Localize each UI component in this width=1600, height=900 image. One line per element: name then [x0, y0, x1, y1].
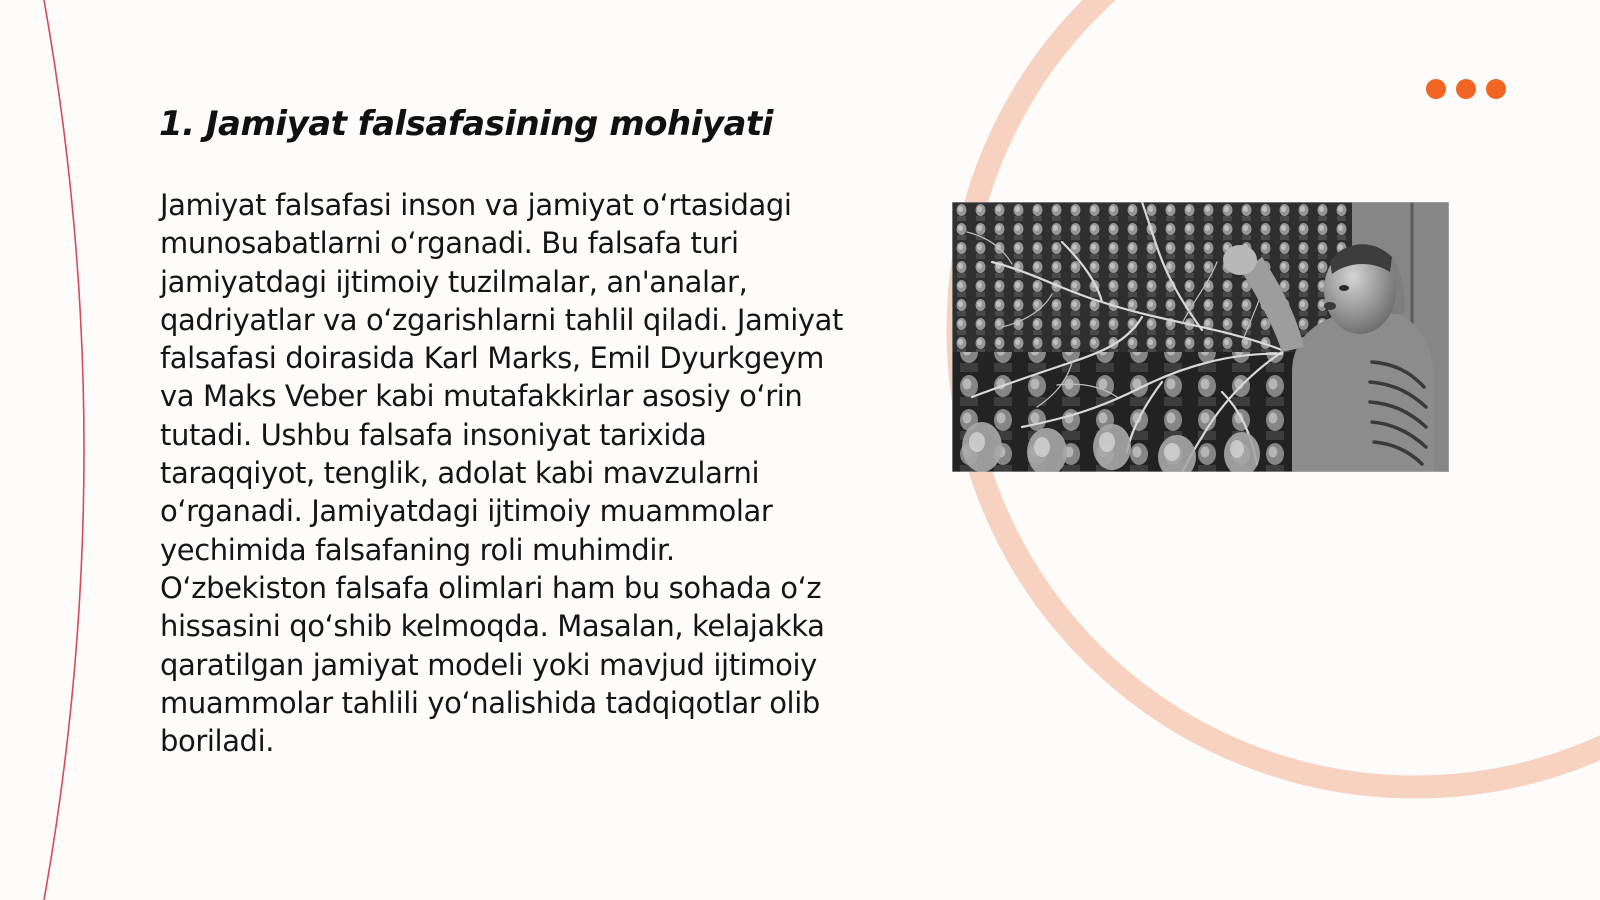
decorative-left-arc: [44, 0, 84, 900]
dot-3: [1486, 79, 1506, 99]
slide-body-text: Jamiyat falsafasi inson va jamiyat o‘rtasidagi munosabatlarni o‘rganadi. Bu falsafa turi jamiyatdagi ijtimoiy tuzilmalar, an'analar, qadriyatlar va o‘zgarishlarni tahlil qiladi. Jamiyat falsafasi doirasida Karl Marks, Emil Dyurkgeym va Maks Veber kabi mutafakkirlar asosiy o‘rin tutadi. Ushbu falsafa insoniyat tarixida taraqqiyot, tenglik, adolat kabi mavzularni o‘rganadi. Jamiyatdagi ijtimoiy muammolar yechimida falsafaning roli muhimdir. O‘zbekiston falsafa olimlari ham bu sohada o‘z hissasini qo‘shib kelmoqda. Masalan, kelajakka qaratilgan jamiyat modeli yoki mavjud ijtimoiy muammolar tahlili yo‘nalishida tadqiqotlar olib boriladi.: [160, 188, 843, 759]
society-artwork-image: [952, 202, 1449, 472]
dot-1: [1426, 79, 1446, 99]
dot-2: [1456, 79, 1476, 99]
artwork-illustration: [952, 202, 1449, 472]
three-dots-icon: [1426, 79, 1506, 99]
slide-title: 1. Jamiyat falsafasining mohiyati: [159, 104, 773, 144]
